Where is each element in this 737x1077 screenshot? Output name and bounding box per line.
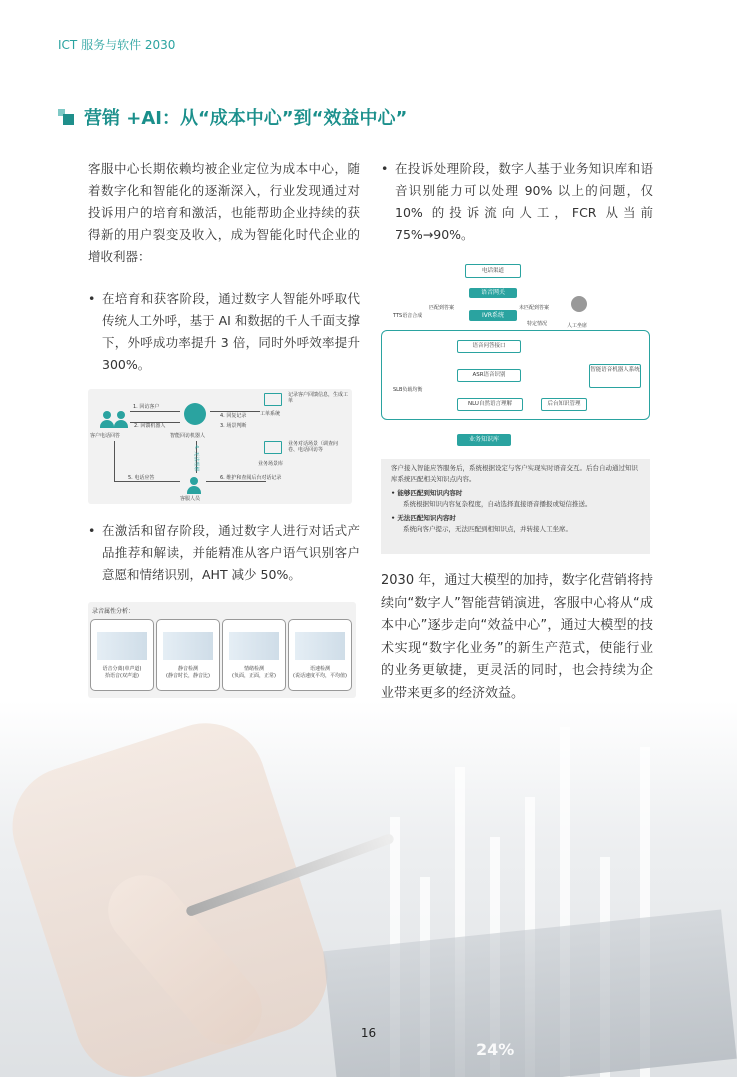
agent-label: 客服人员	[180, 496, 201, 502]
analysis-card-label: 语音分离(单声道) 拾语音(双声道)	[102, 666, 142, 679]
note-item-title-text: 无法匹配知识内容时	[397, 514, 456, 522]
special-label: 特定情况	[527, 321, 548, 327]
section-title: 营销 +AI：从“成本中心”到“效益中心”	[84, 108, 408, 129]
flow-note-box	[381, 459, 650, 554]
analysis-card-label: 静音检测 (静音时长，静音比)	[166, 666, 210, 679]
bullet-dot: •	[381, 161, 389, 176]
note-intro: 客户接入智能应答服务后，系统根据设定与客户实现实时语音交互。后台自动通过知识库系统匹配相关知识点内容。	[391, 464, 638, 483]
bullet-activation	[88, 520, 360, 586]
nlu-node: NLU自然语言理解	[457, 398, 523, 411]
waveform-image	[163, 632, 213, 660]
bullet-complaint	[381, 158, 653, 246]
analysis-card	[288, 619, 352, 691]
arrow-line	[130, 411, 180, 412]
record-note: 记录客户回馈信息，生成工单	[288, 392, 349, 404]
tablet-image	[323, 910, 736, 1077]
section-heading	[58, 104, 407, 130]
robot-label: 智能回访机器人	[170, 433, 206, 439]
waveform-image	[295, 632, 345, 660]
computer-icon	[264, 441, 282, 454]
note-item-desc: 系统向客户提示，无法匹配到相知识点，并转接人工坐席。	[403, 525, 572, 533]
watermark-text: 24%	[476, 1040, 515, 1059]
bullet-text: 在投诉处理阶段，数字人基于业务知识库和语音识别能力可以处理 90% 以上的问题，仅 10% 的投诉流向人工，FCR 从当前 75%→90%。	[395, 161, 653, 242]
note-item-title-text: 能够匹配到知识内容时	[397, 489, 463, 497]
asr-node: ASR语音识别	[457, 369, 521, 382]
waveform-image	[97, 632, 147, 660]
smart-robot-node: 智能语音机器人系统	[589, 364, 641, 388]
arrow-line	[114, 481, 180, 482]
bullet-acquisition	[88, 288, 360, 376]
running-header: ICT 服务与软件 2030	[58, 38, 176, 52]
ivr-flow-diagram	[381, 262, 650, 458]
analysis-card	[156, 619, 220, 691]
note-item-desc: 系统根据知识内容复杂程度，自动选择直接语音播报或短信推送。	[403, 500, 592, 508]
unmatched-label: 未匹配到答案	[519, 305, 550, 311]
analysis-card-label: 情绪检测 (负面，正面，正常)	[232, 666, 276, 679]
ivr-node: IVR系统	[469, 310, 517, 321]
step-label: 4. 回复记录	[220, 413, 247, 419]
note-item-title	[391, 488, 640, 499]
customer-label: 客户电话回答	[90, 433, 121, 439]
scene-label: 业务场景库	[258, 461, 284, 467]
agent-person-icon	[187, 477, 201, 494]
robot-icon	[184, 403, 206, 425]
intro-paragraph: 客服中心长期依赖均被企业定位为成本中心，随着数字化和智能化的逐渐深入，行业发现通过对投诉用户的培育和激活，也能帮助企业持续的获得新的用户裂变及收入，成为智能化时代企业的增收利器：	[88, 161, 360, 264]
qa-interface-node: 语音问答接口	[457, 340, 521, 353]
customer-person-icon	[114, 411, 128, 428]
step-label: 3. 场景判断	[220, 423, 247, 429]
matched-label: 匹配到答案	[429, 305, 455, 311]
step-label: 6. 维护和查阅后台对话记录	[220, 475, 282, 481]
step-label: 5. 电话应答	[128, 475, 155, 481]
analysis-card	[90, 619, 154, 691]
bullet-dot: •	[88, 291, 96, 306]
page-number: 16	[360, 1026, 377, 1040]
analysis-card-label: 语速检测 (说话速度平均，平均值)	[293, 666, 347, 679]
bullet-text: 在激活和留存阶段，通过数字人进行对话式产品推荐和解读，并能精准从客户语气识别客户意愿和情绪识别，AHT 减少 50%。	[102, 523, 360, 582]
analysis-card	[222, 619, 286, 691]
right-column	[381, 158, 653, 246]
background-photo	[0, 700, 737, 1077]
note-bullet-dot: •	[391, 514, 396, 522]
tts-label: TTS语音合成	[393, 313, 423, 319]
knowledge-base-node: 业务知识库	[457, 434, 511, 446]
section-square-icon	[58, 109, 74, 125]
waveform-image	[229, 632, 279, 660]
scene-note: 业务对话场景（调查问卷、电话回访等	[288, 441, 339, 453]
phone-channel-node: 电话渠道	[465, 264, 521, 278]
step-label: 2. 回馈机器人	[134, 423, 166, 429]
computer-icon	[264, 393, 282, 406]
note-bullet-dot: •	[391, 489, 396, 497]
human-agent-label: 人工坐席	[567, 323, 588, 329]
customer-person-icon	[100, 411, 114, 428]
arrow-line	[114, 441, 115, 481]
step-label: 1. 回访客户	[133, 404, 160, 410]
left-column-lower	[88, 520, 360, 586]
headset-agent-icon	[571, 296, 587, 312]
kb-manage-node: 后台知识管理	[541, 398, 587, 411]
conclusion-paragraph: 2030 年，通过大模型的加持，数字化营销将持续向“数字人”智能营销演进，客服中心将从“成本中心”逐步走向“效益中心”，通过大模型的技术实现“数字化业务”的新生产范式，使能行业的业务更敏捷，更灵活的同时，也会持续为企业带来更多的经济效益。	[381, 573, 653, 701]
step-label: 4. 无法理解	[193, 445, 199, 472]
callback-robot-diagram	[88, 389, 352, 504]
left-column	[88, 158, 360, 376]
slb-label: SLB负载均衡	[393, 387, 423, 393]
voice-gateway-node: 语音网关	[469, 288, 517, 298]
bullet-dot: •	[88, 523, 96, 538]
note-item-title	[391, 513, 640, 524]
arrow-line	[206, 481, 266, 482]
work-order-label: 工单系统	[260, 411, 281, 417]
bullet-text: 在培育和获客阶段，通过数字人智能外呼取代传统人工外呼，基于 AI 和数据的千人千面支撑下，外呼成功率提升 3 倍，同时外呼效率提升 300%。	[102, 291, 360, 372]
diagram-title: 录音属性分析：	[92, 608, 135, 615]
